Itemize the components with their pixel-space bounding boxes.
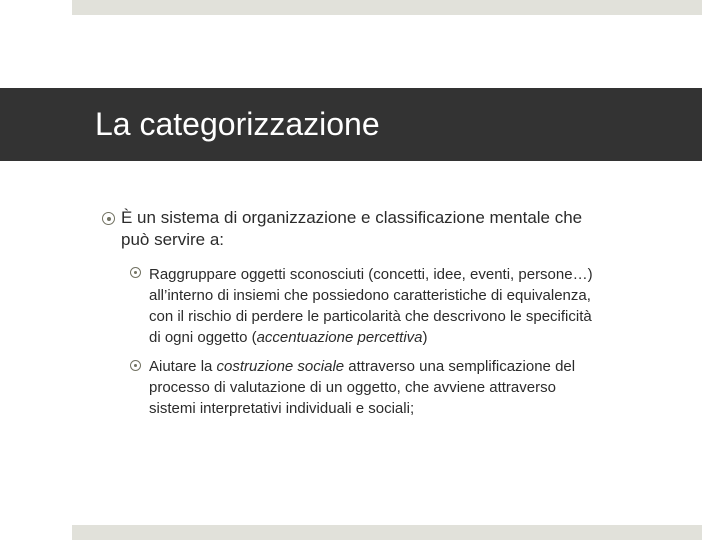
circle-dot-icon (102, 212, 115, 225)
sub-bullet-2-italic: costruzione sociale (216, 358, 345, 375)
sub-bullet-1 (149, 264, 694, 348)
sub-bullet-2 (149, 356, 694, 419)
bullet-main-text: È un sistema di organizzazione e classificazione mentale che può servire a: (121, 208, 583, 249)
circle-dot-icon (130, 360, 141, 371)
sub-bullet-2-text: Aiutare la (149, 358, 217, 375)
sub-bullet-1-italic: accentuazione percettiva (256, 329, 423, 346)
sub-bullet-1-text: Raggruppare oggetti sconosciuti (concetti, idee, eventi, persone…) all’interno di insiemi che possiedono caratteristiche di equivalenza, con il rischio di perdere le particolarità che descrivono le specificità di ogni oggetto ( (149, 266, 593, 346)
sub-bullet-1-text-end: ) (422, 329, 428, 346)
sub-bullet-2-text-end: attraverso una semplificazione del processo di valutazione di un oggetto, che avviene attraverso sistemi interpretativi individuali e sociali; (149, 358, 576, 417)
circle-dot-icon (130, 267, 141, 278)
slide-title: La categorizzazione (95, 106, 380, 142)
top-accent-strip (72, 0, 702, 15)
bottom-accent-strip (72, 525, 702, 540)
